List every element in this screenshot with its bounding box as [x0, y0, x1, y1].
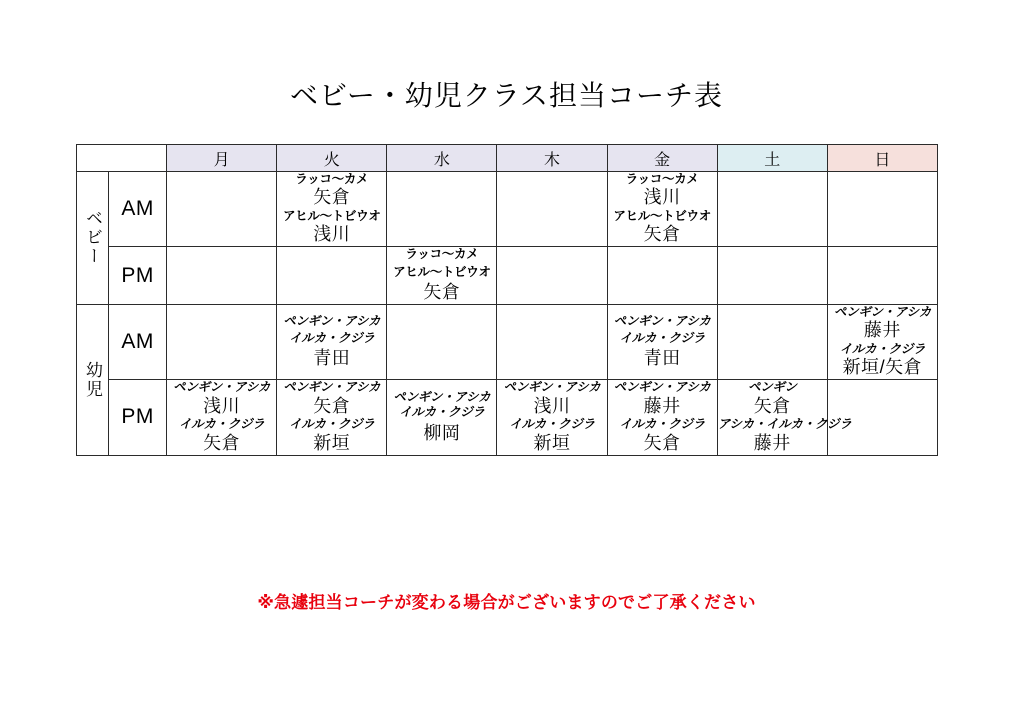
cell-toddler-pm-sat — [717, 380, 852, 455]
group-label-baby — [77, 172, 109, 305]
table-row — [77, 304, 938, 379]
class-name: ペンギン・アシカ — [393, 390, 491, 405]
cell-baby-pm-thu — [497, 247, 607, 304]
class-name: イルカ・クジラ — [619, 417, 705, 432]
table-body — [77, 172, 938, 456]
class-name: ラッコ～カメ — [625, 172, 699, 186]
cell-toddler-am-sat — [717, 304, 827, 379]
column-header-tuesday: 火 — [277, 145, 387, 172]
class-name: イルカ・クジラ — [289, 417, 375, 432]
cell-baby-am-wed — [387, 172, 497, 247]
class-name: アヒル～トビウオ — [613, 209, 711, 224]
class-name: ラッコ～カメ — [295, 172, 369, 186]
class-name: ペンギン・アシカ — [283, 380, 381, 395]
cell-baby-am-sun — [827, 172, 937, 247]
coach-name: 青田 — [643, 348, 681, 369]
coach-name: 矢倉 — [643, 224, 681, 245]
table-header — [77, 145, 938, 172]
coach-name: 青田 — [313, 348, 351, 369]
column-header-thursday: 木 — [497, 145, 607, 172]
cell-baby-am-tue — [277, 172, 387, 247]
cell-baby-am-thu — [497, 172, 607, 247]
class-name: ペンギン・アシカ — [503, 380, 601, 395]
coach-name: 矢倉 — [753, 395, 791, 416]
coach-name: 柳岡 — [423, 422, 461, 443]
coach-schedule-table — [76, 144, 938, 456]
coach-name: 浅川 — [643, 187, 681, 208]
table-row — [77, 172, 938, 247]
class-name: ペンギン・アシカ — [613, 380, 711, 395]
disclaimer-note: ※急遽担当コーチが変わる場合がございますのでご了承ください — [257, 593, 756, 612]
class-name: イルカ・クジラ — [839, 342, 926, 357]
coach-name: 浅川 — [533, 395, 571, 416]
coach-name: 浅川 — [313, 224, 351, 245]
coach-name: 藤井 — [863, 320, 901, 341]
page-title: ベビー・幼児クラス担当コーチ表 — [289, 80, 724, 111]
cell-toddler-am-mon — [167, 304, 277, 379]
class-name: アヒル～トビウオ — [282, 209, 381, 224]
group-label-baby-text: ベビー — [83, 209, 103, 267]
coach-name: 矢倉 — [313, 187, 351, 208]
cell-toddler-pm-wed — [387, 380, 497, 455]
column-header-wednesday: 水 — [387, 145, 497, 172]
coach-name: 浅川 — [203, 395, 241, 416]
class-name: イルカ・クジラ — [399, 405, 485, 420]
class-name: アヒル～トビウオ — [393, 264, 491, 279]
class-name: ラッコ～カメ — [405, 247, 479, 262]
class-name: イルカ・クジラ — [619, 331, 705, 346]
coach-name: 矢倉 — [203, 432, 241, 453]
class-name: ペンギン・アシカ — [613, 313, 711, 328]
cell-toddler-am-thu — [497, 304, 607, 379]
cell-baby-pm-tue — [277, 247, 387, 304]
cell-baby-pm-sun — [827, 247, 937, 304]
cell-baby-pm-fri — [607, 247, 717, 304]
column-header-monday: 月 — [167, 145, 277, 172]
coach-name: 藤井 — [753, 432, 791, 453]
cell-baby-am-fri — [607, 172, 717, 247]
cell-toddler-am-tue — [277, 304, 387, 379]
class-name: ペンギン・アシカ — [283, 313, 381, 328]
table-row — [77, 380, 938, 455]
table-corner-header — [77, 145, 167, 172]
coach-name: 矢倉 — [313, 395, 351, 416]
coach-name: 矢倉 — [643, 432, 681, 453]
cell-baby-am-mon — [167, 172, 277, 247]
cell-baby-pm-mon — [167, 247, 277, 304]
cell-toddler-am-wed — [387, 304, 497, 379]
coach-name: 矢倉 — [423, 281, 461, 302]
cell-toddler-pm-thu — [497, 380, 607, 455]
group-label-toddler-text: 幼児 — [83, 360, 103, 399]
cell-toddler-pm-fri — [607, 380, 717, 455]
cell-toddler-am-fri — [607, 304, 717, 379]
time-label-toddler-pm: PM — [109, 380, 167, 455]
cell-toddler-pm-tue — [277, 380, 387, 455]
column-header-saturday: 土 — [717, 145, 827, 172]
time-label-baby-pm: PM — [109, 247, 167, 304]
cell-toddler-am-sun — [827, 304, 937, 379]
time-label-toddler-am: AM — [109, 304, 167, 379]
column-header-sunday: 日 — [827, 145, 937, 172]
group-label-toddler — [77, 304, 109, 455]
header-row — [77, 145, 938, 172]
table-row — [77, 247, 938, 304]
class-name: イルカ・クジラ — [509, 417, 595, 432]
class-name: アシカ・イルカ・クジラ — [717, 417, 852, 432]
class-name: ペンギン — [747, 380, 797, 395]
coach-name: 藤井 — [643, 395, 681, 416]
column-header-friday: 金 — [607, 145, 717, 172]
cell-baby-am-sat — [717, 172, 827, 247]
time-label-baby-am: AM — [109, 172, 167, 247]
coach-name: 新垣 — [313, 432, 351, 453]
class-name: ペンギン・アシカ — [833, 304, 931, 319]
cell-baby-pm-sat — [717, 247, 827, 304]
cell-toddler-pm-mon — [167, 380, 277, 455]
class-name: イルカ・クジラ — [178, 417, 265, 432]
coach-name: 新垣/矢倉 — [842, 357, 923, 378]
coach-name: 新垣 — [533, 432, 571, 453]
cell-baby-pm-wed — [387, 247, 497, 304]
class-name: イルカ・クジラ — [289, 331, 375, 346]
class-name: ペンギン・アシカ — [173, 380, 271, 395]
